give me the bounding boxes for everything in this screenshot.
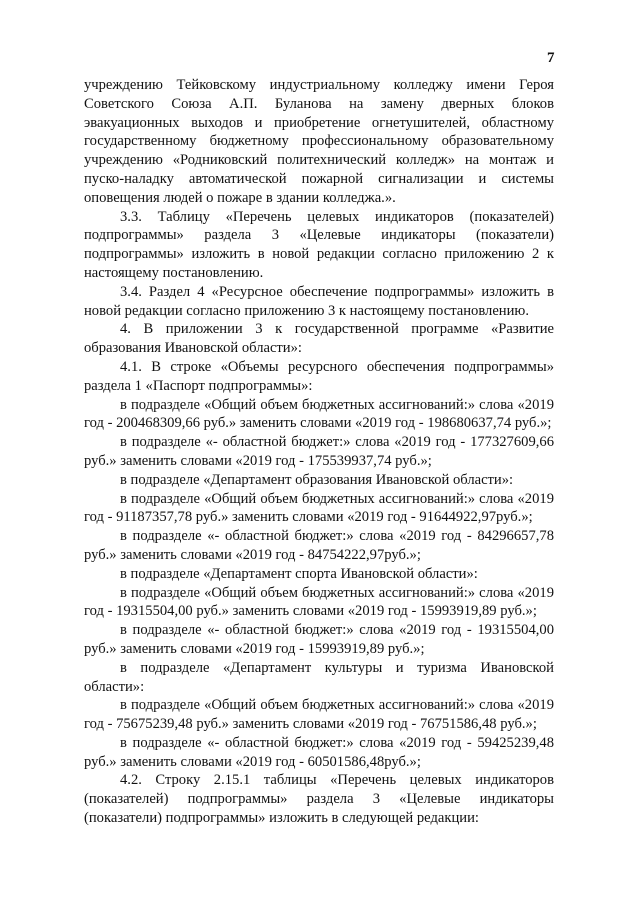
paragraph-17: 4.2. Строку 2.15.1 таблицы «Перечень целевых индикаторов (показателей) подпрограммы» раздела 3 «Целевые индикаторы (показатели) подпрограммы» изложить в следующей редакции: bbox=[84, 772, 554, 827]
paragraph-8: в подразделе «Департамент образования Ивановской области»: bbox=[120, 471, 514, 488]
paragraph-15: в подразделе «Общий объем бюджетных ассигнований:» слова «2019 год - 75675239,48 руб.» заменить словами «2019 год - 76751586,48 руб.»; bbox=[84, 697, 554, 733]
paragraph-1: учреждению Тейковскому индустриальному колледжу имени Героя Советского Союза А.П. Буланова на замену дверных блоков эвакуационных выходов и приобретение огнетушителей, областному государственному бюджетному профессиональному образовательному учреждению «Родниковский политехнический колледж» на монтаж и пуско-наладку автоматической пожарной сигнализации и системы оповещения людей о пожаре в здании колледжа.». bbox=[84, 77, 554, 206]
paragraph-3: 3.4. Раздел 4 «Ресурсное обеспечение подпрограммы» изложить в новой редакции согласно приложению 3 к настоящему постановлению. bbox=[84, 283, 554, 319]
page-number: 7 bbox=[547, 50, 555, 66]
paragraph-16: в подразделе «- областной бюджет:» слова «2019 год - 59425239,48 руб.» заменить словами «2019 год - 60501586,48руб.»; bbox=[84, 734, 554, 770]
paragraph-6: в подразделе «Общий объем бюджетных ассигнований:» слова «2019 год - 200468309,66 руб.» заменить словами «2019 год - 198680637,74 руб.»; bbox=[84, 396, 554, 432]
paragraph-11: в подразделе «Департамент спорта Ивановской области»: bbox=[120, 565, 478, 582]
paragraph-4: 4. В приложении 3 к государственной программе «Развитие образования Ивановской области»: bbox=[84, 321, 554, 357]
paragraph-14: в подразделе «Департамент культуры и туризма Ивановской области»: bbox=[84, 659, 554, 695]
paragraph-10: в подразделе «- областной бюджет:» слова «2019 год - 84296657,78 руб.» заменить словами «2019 год - 84754222,97руб.»; bbox=[84, 528, 554, 563]
paragraph-9: в подразделе «Общий объем бюджетных ассигнований:» слова «2019 год - 91187357,78 руб.» заменить словами «2019 год - 91644922,97руб.»; bbox=[84, 490, 554, 526]
paragraph-7: в подразделе «- областной бюджет:» слова «2019 год - 177327609,66 руб.» заменить словами «2019 год - 175539937,74 руб.»; bbox=[84, 434, 554, 469]
document-body bbox=[84, 76, 554, 828]
paragraph-2: 3.3. Таблицу «Перечень целевых индикаторов (показателей) подпрограммы» раздела 3 «Целевые индикаторы (показатели) подпрограммы» изложить в новой редакции согласно приложению 2 к настоящему постановлению. bbox=[84, 208, 554, 281]
paragraph-13: в подразделе «- областной бюджет:» слова «2019 год - 19315504,00 руб.» заменить словами «2019 год - 15993919,89 руб.»; bbox=[84, 622, 554, 657]
paragraph-12: в подразделе «Общий объем бюджетных ассигнований:» слова «2019 год - 19315504,00 руб.» заменить словами «2019 год - 15993919,89 руб.»; bbox=[84, 584, 554, 620]
paragraph-5: 4.1. В строке «Объемы ресурсного обеспечения подпрограммы» раздела 1 «Паспорт подпрограммы»: bbox=[84, 358, 554, 394]
